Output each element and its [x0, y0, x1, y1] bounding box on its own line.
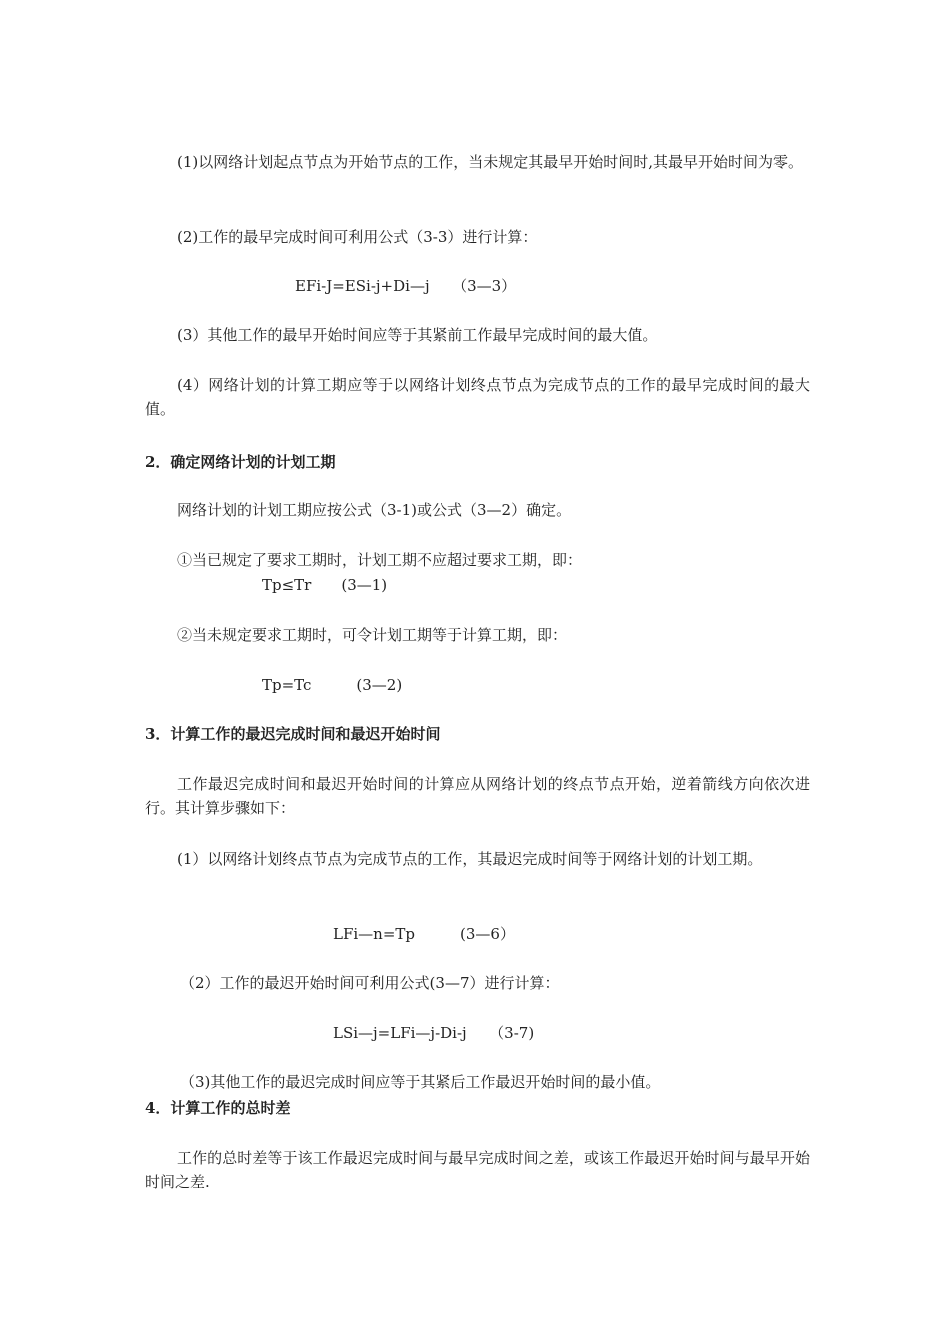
formula-3-7: LSi—j=LFi—j-Di-j （3-7) — [333, 1024, 535, 1042]
paragraph-latest-time-calc-intro: 工作最迟完成时间和最迟开始时间的计算应从网络计划的终点节点开始，逆着箭线方向依次进行。其计算步骤如下： — [145, 775, 810, 817]
paragraph-latest-finish-end-node: (1）以网络计划终点节点为完成节点的工作，其最迟完成时间等于网络计划的计划工期。 — [177, 850, 763, 868]
formula-3-2: Tp=Tc (3—2) — [262, 676, 403, 694]
formula-3-6: LFi—n=Tp (3—6） — [333, 925, 515, 943]
paragraph-earliest-start-rule: (1)以网络计划起点节点为开始节点的工作，当未规定其最早开始时间时,其最早开始时间为零。 — [177, 153, 804, 171]
section-heading-2: 2．确定网络计划的计划工期 — [145, 453, 336, 471]
section-heading-3: 3．计算工作的最迟完成时间和最迟开始时间 — [145, 725, 441, 743]
formula-3-3: EFi-J=ESi-j+Di—j （3—3） — [295, 277, 517, 295]
paragraph-no-required-duration-case: ②当未规定要求工期时，可令计划工期等于计算工期，即： — [177, 626, 568, 644]
paragraph-planned-duration: 网络计划的计划工期应按公式（3-1)或公式（3—2）确定。 — [177, 501, 572, 519]
paragraph-latest-start-formula-intro: （2）工作的最迟开始时间可利用公式(3—7）进行计算： — [180, 974, 560, 992]
paragraph-other-earliest-start: (3）其他工作的最早开始时间应等于其紧前工作最早完成时间的最大值。 — [177, 326, 658, 344]
paragraph-earliest-finish-formula-intro: (2)工作的最早完成时间可利用公式（3-3）进行计算： — [177, 228, 538, 246]
formula-3-1: Tp≤Tr (3—1) — [262, 576, 388, 594]
paragraph-calculated-duration: (4）网络计划的计算工期应等于以网络计划终点节点为完成节点的工作的最早完成时间的最大值。 — [145, 376, 810, 418]
section-heading-4: 4．计算工作的总时差 — [145, 1099, 291, 1117]
paragraph-other-latest-finish: （3)其他工作的最迟完成时间应等于其紧后工作最迟开始时间的最小值。 — [180, 1073, 661, 1091]
paragraph-required-duration-case: ①当已规定了要求工期时，计划工期不应超过要求工期，即： — [177, 551, 583, 569]
paragraph-total-float: 工作的总时差等于该工作最迟完成时间与最早完成时间之差，或该工作最迟开始时间与最早开始时间之差. — [145, 1149, 810, 1191]
